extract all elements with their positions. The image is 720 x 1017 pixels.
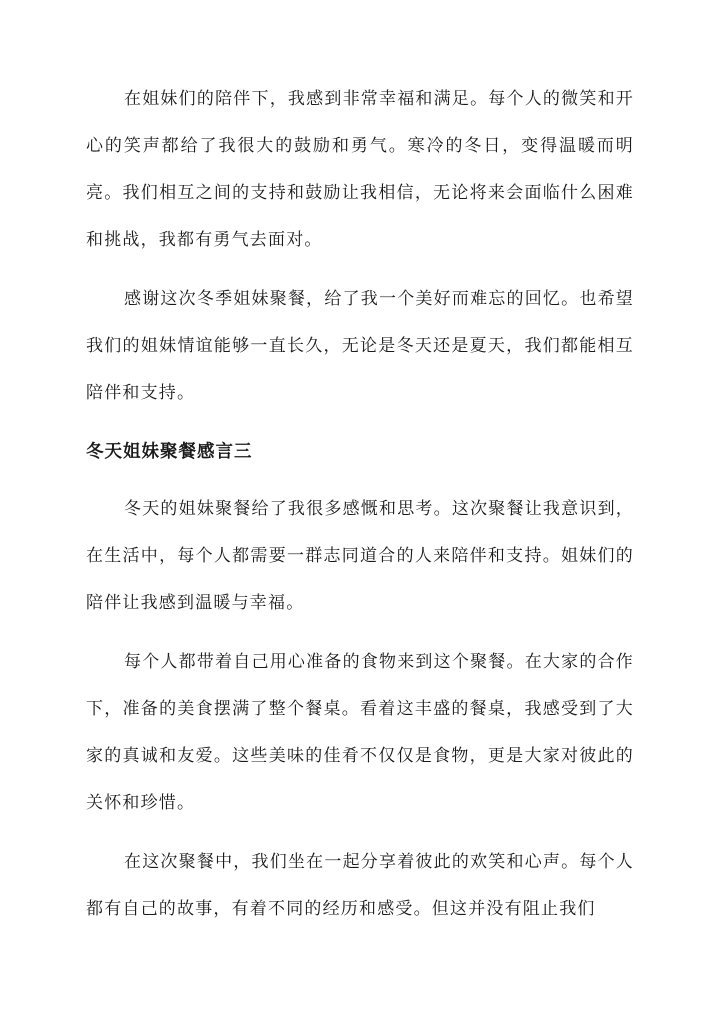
paragraph-5: 在这次聚餐中，我们坐在一起分享着彼此的欢笑和心声。每个人都有自己的故事，有着不同的经历和感受。但这并没有阻止我们 (86, 852, 634, 919)
paragraph-3: 冬天的姐妹聚餐给了我很多感慨和思考。这次聚餐让我意识到，在生活中，每个人都需要一群志同道合的人来陪伴和支持。姐妹们的陪伴让我感到温暖与幸福。 (86, 499, 634, 613)
document-page (86, 76, 634, 933)
paragraph-2: 感谢这次冬季姐妹聚餐，给了我一个美好而难忘的回忆。也希望我们的姐妹情谊能够一直长久，无论是冬天还是夏天，我们都能相互陪伴和支持。 (86, 289, 634, 403)
section-heading: 冬天姐妹聚餐感言三 (86, 442, 253, 462)
paragraph-4: 每个人都带着自己用心准备的食物来到这个聚餐。在大家的合作下，准备的美食摆满了整个餐桌。看着这丰盛的餐桌，我感受到了大家的真诚和友爱。这些美味的佳肴不仅仅是食物，更是大家对彼此的关怀和珍惜。 (86, 652, 634, 813)
paragraph-1: 在姐妹们的陪伴下，我感到非常幸福和满足。每个人的微笑和开心的笑声都给了我很大的鼓励和勇气。寒冷的冬日，变得温暖而明亮。我们相互之间的支持和鼓励让我相信，无论将来会面临什么困难和挑战，我都有勇气去面对。 (86, 89, 634, 250)
